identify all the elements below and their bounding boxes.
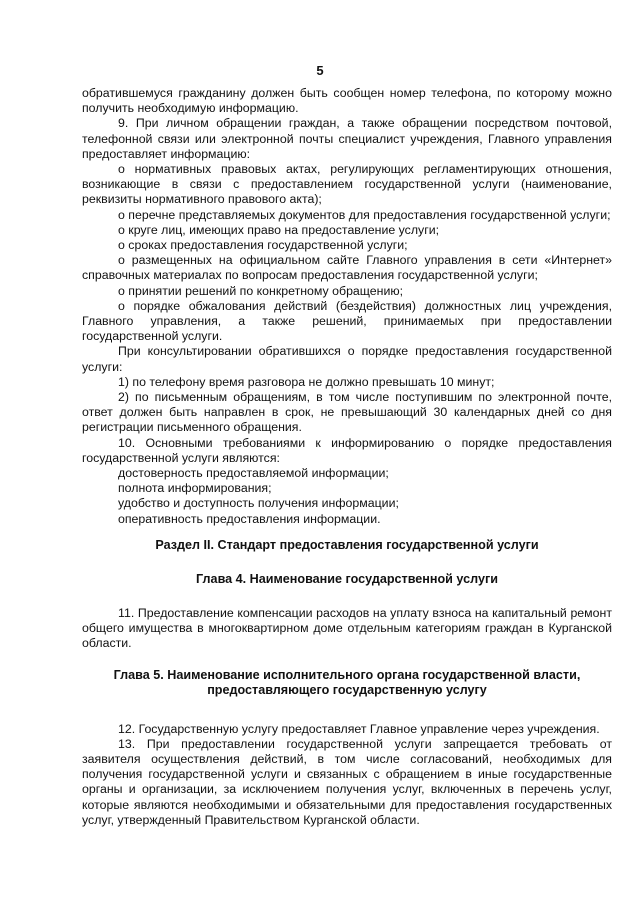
paragraph: 13. При предоставлении государственной услуги запрещается требовать от заявителя осуществления действий, в том числе согласований, необходимых для получения государственной услуги и связанных с обращением в иные государственные органы и организации, за исключением получения услуг, включенных в перечень услуг, которые являются необходимыми и обязательными для предоставления государственных услуг, утвержденный Правительством Курганской области. (82, 736, 612, 827)
paragraph: При консультировании обратившихся о порядке предоставления государственной услуги: (82, 344, 612, 374)
paragraph: оперативность предоставления информации. (118, 511, 381, 526)
paragraph: 9. При личном обращении граждан, а также обращении посредством почтовой, телефонной связи или электронной почты специалист учреждения, Главного управления предоставляет информацию: (82, 116, 612, 161)
section-heading: Глава 5. Наименование исполнительного органа государственной власти, предоставляющего государственную услугу (113, 667, 581, 697)
paragraph: обратившемуся гражданину должен быть сообщен номер телефона, по которому можно получить необходимую информацию. (82, 86, 612, 116)
paragraph: о принятии решений по конкретному обращению; (118, 283, 404, 298)
paragraph: полнота информирования; (118, 481, 272, 496)
paragraph: 10. Основными требованиями к информированию о порядке предоставления государственной услуги являются: (82, 435, 612, 465)
document-body (82, 86, 612, 828)
paragraph: 1) по телефону время разговора не должно превышать 10 минут; (118, 374, 495, 389)
section-heading: Раздел II. Стандарт предоставления государственной услуги (155, 537, 539, 552)
paragraph: о круге лиц, имеющих право на предоставление услуги; (118, 222, 440, 237)
paragraph: достоверность предоставляемой информации; (118, 466, 389, 481)
paragraph: 2) по письменным обращениям, в том числе поступившим по электронной почте, ответ должен быть направлен в срок, не превышающий 30 календарных дней со дня регистрации письменного обращения. (82, 390, 612, 435)
section-heading: Глава 4. Наименование государственной услуги (196, 571, 498, 586)
paragraph: 12. Государственную услугу предоставляет Главное управление через учреждения. (118, 721, 600, 736)
page-number: 5 (316, 63, 324, 78)
paragraph: о нормативных правовых актах, регулирующих регламентирующих отношения, возникающие в связи с предоставлением государственной услуги (наименование, реквизиты нормативного правового акта); (82, 162, 612, 207)
paragraph: о порядке обжалования действий (бездействия) должностных лиц учреждения, Главного управления, а также решений, принимаемых при предоставлении государственной услуги. (82, 298, 612, 344)
paragraph: о сроках предоставления государственной услуги; (118, 238, 408, 253)
paragraph: 11. Предоставление компенсации расходов на уплату взноса на капитальный ремонт общего имущества в многоквартирном доме отдельным категориям граждан в Курганской области. (82, 605, 612, 651)
paragraph: о перечне представляемых документов для предоставления государственной услуги; (118, 207, 611, 222)
paragraph: удобство и доступность получения информации; (118, 496, 399, 511)
paragraph: о размещенных на официальном сайте Главного управления в сети «Интернет» справочных материалах по вопросам предоставления государственной услуги; (82, 253, 612, 283)
